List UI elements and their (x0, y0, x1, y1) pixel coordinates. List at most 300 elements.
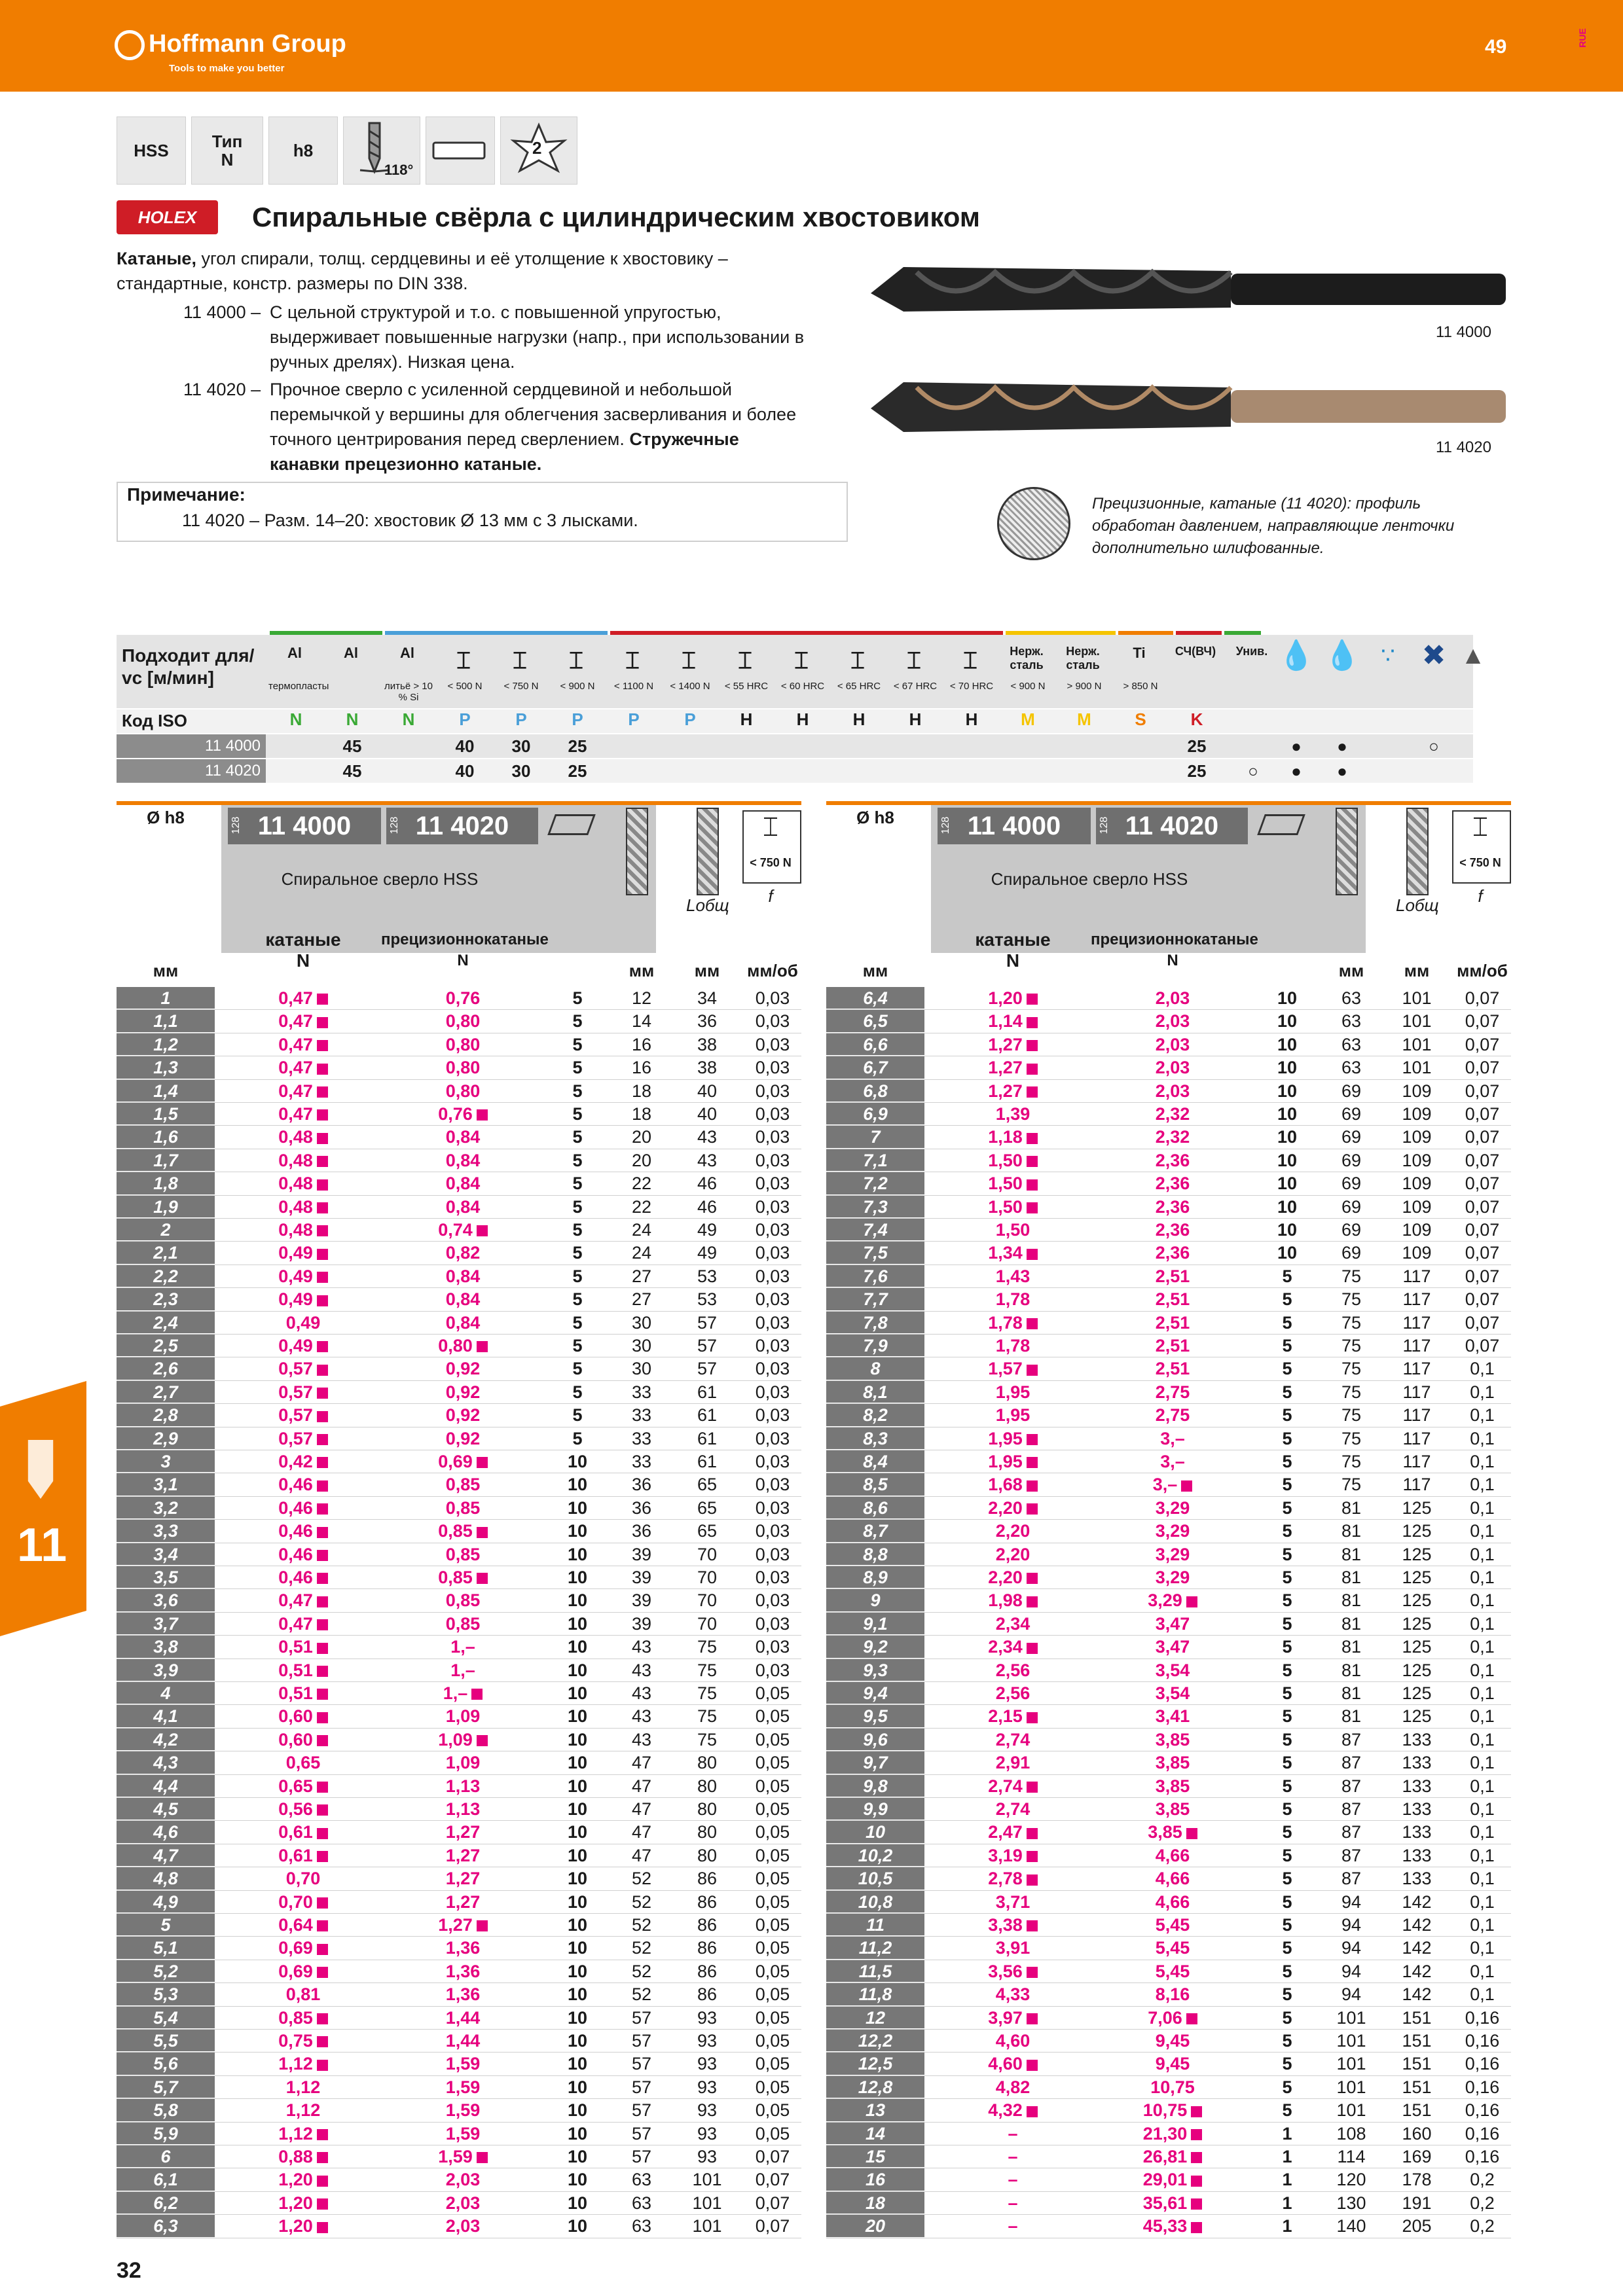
diameter-cell: 2,3 (117, 1288, 215, 1310)
price-rolled (931, 1427, 1095, 1450)
diameter-cell: 8,2 (826, 1404, 924, 1426)
pack-qty: 5 (1282, 1637, 1292, 1657)
stock-square-icon (317, 2222, 328, 2233)
flute-length: 94 (1341, 1961, 1362, 1981)
overall-length: 117 (1402, 1312, 1431, 1333)
price-precision-value: 0,76 (445, 988, 481, 1008)
price-precision (381, 1312, 545, 1335)
pack-qty: 10 (567, 1521, 588, 1541)
price-rolled (221, 1659, 385, 1682)
pack-qty: 5 (1282, 1475, 1292, 1495)
flute-length: 63 (631, 2193, 652, 2213)
price-rolled (931, 1821, 1095, 1844)
flute-length: 87 (1341, 1753, 1362, 1773)
flute-length: 52 (631, 1961, 652, 1981)
feed-rate: 0,07 (1465, 1266, 1500, 1286)
stock-square-icon (317, 1064, 328, 1075)
price-precision (381, 1798, 545, 1821)
iso-k-strip (1176, 631, 1222, 635)
point-angle-box (343, 117, 420, 185)
feed-rate: 0,05 (755, 1869, 790, 1889)
steel-beam-icon: ⌶ (456, 647, 471, 673)
pack-qty: 10 (1277, 1243, 1298, 1263)
flute-length: 75 (1341, 1382, 1362, 1402)
price-rolled (931, 1381, 1095, 1404)
price-rolled-value: 0,46 (278, 1475, 313, 1495)
price-rolled-value: 3,38 (988, 1915, 1023, 1935)
price-rolled-value: 0,48 (278, 1220, 313, 1240)
price-rolled-value: 0,47 (278, 1613, 313, 1634)
diameter-cell: 8 (826, 1357, 924, 1379)
flute-length: 24 (631, 1243, 652, 1263)
tolerance-h8-box (268, 117, 338, 185)
page-number: 49 (1485, 36, 1507, 58)
price-precision-value: 3,54 (1155, 1683, 1190, 1703)
desc-b3-text: точного центрирования перед сверлением. (270, 429, 625, 449)
price-precision (1091, 2168, 1254, 2191)
price-precision (381, 1543, 545, 1566)
feed-rate: 0,1 (1470, 1938, 1495, 1958)
price-rolled-value: 1,50 (988, 1174, 1023, 1194)
drill-label-a: 11 4000 (1436, 323, 1491, 341)
price-precision (1091, 987, 1254, 1010)
feed-rate: 0,05 (755, 1776, 790, 1796)
overall-length: 117 (1402, 1359, 1431, 1379)
cutting-speed-value: 25 (568, 761, 587, 781)
stock-square-icon (1027, 2060, 1038, 2071)
overall-length: 65 (697, 1475, 718, 1495)
price-rolled (221, 1636, 385, 1659)
price-rolled (931, 1242, 1095, 1265)
flute-length: 81 (1341, 1590, 1362, 1611)
chapter-tab[interactable] (0, 1381, 86, 1636)
price-rolled-value: 2,56 (995, 1683, 1030, 1703)
feed-rate: 0,07 (755, 2170, 790, 2190)
iso-letter: P (515, 709, 527, 729)
price-precision-value: 0,84 (445, 1196, 481, 1217)
flute-length-icon (1336, 808, 1358, 895)
pack-qty: 5 (1282, 1613, 1292, 1634)
price-rolled (221, 1543, 385, 1566)
flute-length: 18 (631, 1104, 652, 1124)
pack-qty: 10 (567, 2077, 588, 2097)
unit-mm: мм (862, 961, 888, 980)
price-precision-value: 2,36 (1155, 1196, 1190, 1217)
price-rolled-value: 1,27 (988, 1081, 1023, 1101)
price-rolled-value: 0,57 (278, 1382, 313, 1402)
overall-length: 38 (697, 1034, 718, 1054)
diameter-cell: 8,1 (826, 1381, 924, 1403)
overall-length: 61 (697, 1382, 718, 1402)
diameter-cell: 1,8 (117, 1172, 215, 1194)
feed-rate: 0,1 (1470, 1359, 1495, 1379)
price-precision-value: 0,85 (445, 1544, 481, 1564)
overall-length: 125 (1402, 1613, 1432, 1634)
material-col-sub: термопласты (268, 681, 329, 692)
price-precision-value: 0,85 (445, 1475, 481, 1495)
material-col-head: Унив. (1235, 645, 1268, 658)
flute-length: 47 (631, 1753, 652, 1773)
overall-length: 133 (1402, 1799, 1432, 1819)
price-rolled-value: 0,47 (278, 1058, 313, 1078)
flute-length: 75 (1341, 1428, 1362, 1448)
flute-length: 94 (1341, 1938, 1362, 1958)
price-rolled (931, 1103, 1095, 1126)
price-rolled-value: 1,50 (995, 1220, 1030, 1240)
rolled-column-header: катаные N (975, 929, 1051, 971)
feed-rate: 0,16 (1465, 2054, 1500, 2074)
material-col-sub: литьё > 10 % Si (384, 681, 433, 703)
price-precision (381, 2030, 545, 2053)
price-precision (1091, 1613, 1254, 1636)
overall-length: 133 (1402, 1822, 1432, 1842)
price-rolled (931, 2007, 1095, 2030)
stock-square-icon (317, 1689, 328, 1700)
price-precision-value: 10,75 (1150, 2077, 1195, 2097)
price-rolled (221, 2099, 385, 2122)
price-precision-value: 2,03 (445, 2216, 481, 2236)
overall-length: 125 (1402, 1590, 1432, 1611)
stock-square-icon (1027, 1040, 1038, 1051)
diameter-cell: 5,4 (117, 2007, 215, 2028)
pack-qty: 10 (567, 1475, 588, 1495)
diameter-cell: 7 (826, 1126, 924, 1147)
stock-square-icon (1027, 1202, 1038, 1213)
pack-qty: 5 (1282, 1961, 1292, 1981)
feed-rate: 0,03 (755, 988, 790, 1008)
diameter-header: Ø h8 (147, 808, 185, 827)
stock-square-icon (317, 1573, 328, 1584)
stock-square-icon (477, 1920, 488, 1931)
feed-rate: 0,07 (755, 2216, 790, 2236)
price-precision (381, 2215, 545, 2238)
stock-square-icon (317, 1712, 328, 1723)
feed-rate: 0,05 (755, 1845, 790, 1865)
stock-square-icon (1027, 1179, 1038, 1191)
price-precision-value: 21,30 (1142, 2123, 1188, 2144)
pack-qty: 10 (567, 1892, 588, 1912)
price-precision (1091, 1821, 1254, 1844)
price-precision-value: 2,03 (1155, 1011, 1190, 1031)
price-rolled (931, 2053, 1095, 2075)
desc-intro (117, 246, 728, 271)
feed-rate: 0,1 (1470, 1637, 1495, 1657)
feed-rate: 0,1 (1470, 1590, 1495, 1611)
stock-square-icon (477, 1573, 488, 1584)
price-precision-value: 1,36 (445, 1984, 481, 2005)
pack-qty: 5 (1282, 1915, 1292, 1935)
stock-square-icon (1027, 1434, 1038, 1445)
overall-length: 151 (1402, 2031, 1432, 2051)
price-precision-value: 0,85 (445, 1613, 481, 1634)
price-rolled (931, 1219, 1095, 1242)
pack-qty: 10 (567, 1984, 588, 2005)
overall-length: 93 (697, 2031, 718, 2051)
feed-rate: 0,03 (755, 1081, 790, 1101)
overall-length: 65 (697, 1498, 718, 1518)
price-rolled (221, 1404, 385, 1427)
feed-rate: 0,03 (755, 1568, 790, 1587)
overall-length: 53 (697, 1289, 718, 1310)
iso-n-strip (270, 631, 382, 635)
feed-rate: 0,03 (755, 1104, 790, 1124)
diameter-cell: 4,9 (117, 1891, 215, 1912)
price-rolled (931, 2168, 1095, 2191)
diameter-cell: 7,4 (826, 1219, 924, 1240)
price-precision-value: 3,– (1160, 1452, 1185, 1471)
price-rolled (221, 1960, 385, 1983)
diameter-cell: 5,6 (117, 2053, 215, 2074)
flute-length: 22 (631, 1196, 652, 1217)
price-rolled (221, 2030, 385, 2053)
price-precision-value: 29,01 (1142, 2170, 1188, 2190)
price-precision (1091, 1775, 1254, 1798)
flute-length: 101 (1336, 2007, 1366, 2028)
price-rolled (931, 1914, 1095, 1937)
flute-length: 81 (1341, 1544, 1362, 1564)
feed-rate: 0,05 (755, 1753, 790, 1773)
diameter-cell: 5,3 (117, 1983, 215, 2005)
price-precision-value: 1,09 (445, 1753, 481, 1773)
price-rolled-value: 2,20 (988, 1568, 1023, 1587)
price-rolled (221, 1450, 385, 1473)
price-precision-value: 2,36 (1155, 1174, 1190, 1194)
overall-length: 61 (697, 1428, 718, 1448)
overall-length: 151 (1402, 2007, 1432, 2028)
material-col-head: Al (287, 645, 302, 661)
iso-s-strip (1118, 631, 1173, 635)
flute-length: 12 (631, 988, 652, 1008)
price-precision (1091, 1844, 1254, 1867)
feed-rate: 0,1 (1470, 1776, 1495, 1796)
price-rolled-value: 4,32 (988, 2100, 1023, 2121)
pack-qty: 5 (572, 1336, 583, 1355)
flutes-count: 2 (532, 138, 542, 158)
price-precision (1091, 1543, 1254, 1566)
stock-square-icon (1027, 1920, 1038, 1931)
price-precision (1091, 2123, 1254, 2145)
overall-length: 151 (1402, 2100, 1432, 2121)
price-precision (381, 1937, 545, 1960)
steel-beam-icon: ⌶ (763, 813, 778, 842)
price-precision (1091, 1914, 1254, 1937)
feed-rate: 0,03 (755, 1220, 790, 1240)
pack-qty: 5 (1282, 1428, 1292, 1448)
price-rolled-value: 1,20 (278, 2193, 313, 2213)
flutes-box (500, 117, 577, 185)
price-precision (1091, 2099, 1254, 2122)
stock-square-icon (317, 1272, 328, 1283)
price-precision (381, 1497, 545, 1520)
price-precision-value: 0,80 (438, 1336, 473, 1355)
stock-square-icon (477, 1735, 488, 1746)
overall-length: 101 (1402, 1058, 1432, 1078)
price-precision (381, 1473, 545, 1496)
point-angle-label: 118° (384, 162, 414, 178)
diameter-cell: 3,8 (117, 1636, 215, 1657)
stock-square-icon (317, 1295, 328, 1306)
price-rolled-value: 0,51 (278, 1660, 313, 1680)
flute-length: 22 (631, 1174, 652, 1194)
material-col-sub: < 900 N (1010, 681, 1046, 692)
price-rolled (221, 1335, 385, 1357)
feed-rate: 0,1 (1470, 1799, 1495, 1819)
diameter-cell: 7,9 (826, 1335, 924, 1356)
precision-column-header: прецизионнокатаные N (1091, 931, 1258, 969)
material-col-sub: < 900 N (560, 681, 595, 692)
pack-qty: 5 (1282, 1869, 1292, 1889)
feed-rate: 0,1 (1470, 1753, 1495, 1773)
price-rolled (931, 1010, 1095, 1033)
diameter-cell: 7,2 (826, 1172, 924, 1194)
steel-beam-icon: ⌶ (907, 647, 921, 673)
price-precision-value: 0,85 (445, 1498, 481, 1518)
price-precision (381, 1589, 545, 1612)
price-rolled-value: 0,49 (278, 1289, 313, 1310)
stock-square-icon (317, 1202, 328, 1213)
price-precision (381, 1751, 545, 1774)
holex-badge: HOLEX (117, 200, 218, 234)
price-rolled-value: 1,39 (995, 1104, 1030, 1124)
pack-qty: 5 (1282, 1845, 1292, 1865)
flute-length: 87 (1341, 1729, 1362, 1749)
overall-length: 125 (1402, 1706, 1432, 1727)
price-rolled-value: 1,95 (988, 1452, 1023, 1471)
price-precision (1091, 1589, 1254, 1612)
feed-rate: 0,07 (1465, 988, 1500, 1008)
desc-a2: выдерживает повышенные нагрузки (напр., при использовании в (270, 327, 805, 347)
price-rolled (221, 1219, 385, 1242)
material-col-head: Ti (1133, 645, 1146, 661)
stock-square-icon (1186, 1596, 1197, 1607)
pack-qty: 10 (1277, 1081, 1298, 1101)
type-n-box (191, 117, 263, 185)
flute-length: 36 (631, 1475, 652, 1495)
overall-length: 80 (697, 1753, 718, 1773)
stock-square-icon (1027, 2013, 1038, 2024)
diameter-cell: 1,5 (117, 1103, 215, 1124)
diameter-cell: 8,9 (826, 1566, 924, 1588)
price-precision-value: 2,32 (1155, 1127, 1190, 1147)
diameter-cell: 5,1 (117, 1937, 215, 1958)
overall-length: 57 (697, 1336, 718, 1355)
iso-letter: P (684, 709, 696, 729)
feed-rate: 0,05 (755, 1729, 790, 1749)
price-precision-value: 3,– (1160, 1428, 1185, 1448)
feed-rate: 0,07 (1465, 1243, 1500, 1263)
flute-length: 75 (1341, 1336, 1362, 1355)
pack-qty: 5 (572, 1058, 583, 1078)
price-rolled (221, 2168, 385, 2191)
flute-length: 39 (631, 1544, 652, 1564)
feed-rate: 0,05 (755, 2123, 790, 2144)
diameter-cell: 7,6 (826, 1265, 924, 1287)
feed-rate: 0,1 (1470, 1961, 1495, 1981)
material-col-head: Нерж. сталь (1010, 645, 1044, 672)
stock-square-icon (1191, 2152, 1202, 2163)
overall-length: 86 (697, 1915, 718, 1935)
price-rolled (221, 987, 385, 1010)
iso-letter: P (459, 709, 471, 729)
stock-square-icon (1027, 1457, 1038, 1468)
diameter-cell: 5,5 (117, 2030, 215, 2051)
pack-qty: 10 (1277, 1196, 1298, 1217)
flute-length: 47 (631, 1799, 652, 1819)
price-precision (1091, 1705, 1254, 1728)
price-precision-value: 45,33 (1142, 2216, 1188, 2236)
feed-rate: 0,07 (1465, 1312, 1500, 1333)
price-rolled (931, 1798, 1095, 1821)
feed-rate: 0,07 (1465, 1127, 1500, 1147)
tolerance-h8-label: h8 (293, 140, 314, 160)
overall-length: 86 (697, 1892, 718, 1912)
price-precision (381, 1242, 545, 1265)
flute-length: 33 (631, 1452, 652, 1471)
code-b-header: 11 4020 (386, 808, 538, 844)
price-rolled (931, 1589, 1095, 1612)
price-rolled-value: 2,74 (995, 1729, 1030, 1749)
coolant-suitability: ● (1291, 736, 1302, 756)
overall-length: 101 (692, 2193, 722, 2213)
price-rolled (221, 1172, 385, 1195)
feed-rate: 0,07 (755, 2147, 790, 2166)
feed-rate: 0,07 (1465, 1081, 1500, 1101)
price-rolled-value: 0,56 (278, 1799, 313, 1819)
overall-length: 109 (1402, 1127, 1432, 1147)
pack-qty: 5 (1282, 1382, 1292, 1402)
diameter-cell: 20 (826, 2215, 924, 2236)
price-rolled-value: 3,56 (988, 1961, 1023, 1981)
stock-square-icon (1027, 1503, 1038, 1515)
flute-length: 57 (631, 2007, 652, 2028)
material-col-sub: < 1400 N (670, 681, 710, 692)
diameter-cell: 3,2 (117, 1497, 215, 1518)
iso-letter: H (740, 709, 753, 729)
stock-square-icon (317, 994, 328, 1005)
pack-qty: 10 (1277, 1104, 1298, 1124)
price-precision-value: 1,59 (445, 2077, 481, 2097)
price-rolled (931, 2215, 1095, 2238)
price-rolled-value: 0,49 (278, 1336, 313, 1355)
diameter-cell: 6,6 (826, 1033, 924, 1055)
price-precision-value: 1,44 (445, 2031, 481, 2051)
pack-qty: 5 (1282, 2031, 1292, 2051)
price-precision-value: 26,81 (1142, 2147, 1188, 2166)
feed-rate: 0,07 (1465, 1011, 1500, 1031)
stock-square-icon (1027, 1064, 1038, 1075)
language-tag: RUE (1577, 28, 1588, 48)
overall-length: 133 (1402, 1869, 1432, 1889)
price-precision (381, 1381, 545, 1404)
overall-length: 101 (692, 2216, 722, 2236)
price-precision-value: 0,92 (445, 1382, 481, 1402)
iso-letter: H (852, 709, 866, 729)
dry-machining-icon: ✖ (1421, 639, 1446, 672)
pack-qty: 5 (572, 1243, 583, 1263)
price-rolled (931, 1543, 1095, 1566)
flute-length: 87 (1341, 1776, 1362, 1796)
note-text (182, 511, 638, 531)
overall-length: 43 (697, 1127, 718, 1147)
diameter-cell: 5,2 (117, 1960, 215, 1982)
price-rolled-value: 2,20 (995, 1544, 1030, 1564)
flute-length: 30 (631, 1312, 652, 1333)
price-precision (1091, 2076, 1254, 2099)
price-precision-value: 2,75 (1155, 1382, 1190, 1402)
stock-square-icon (317, 1944, 328, 1955)
price-precision-value: 3,29 (1155, 1521, 1190, 1541)
overall-length: 80 (697, 1845, 718, 1865)
